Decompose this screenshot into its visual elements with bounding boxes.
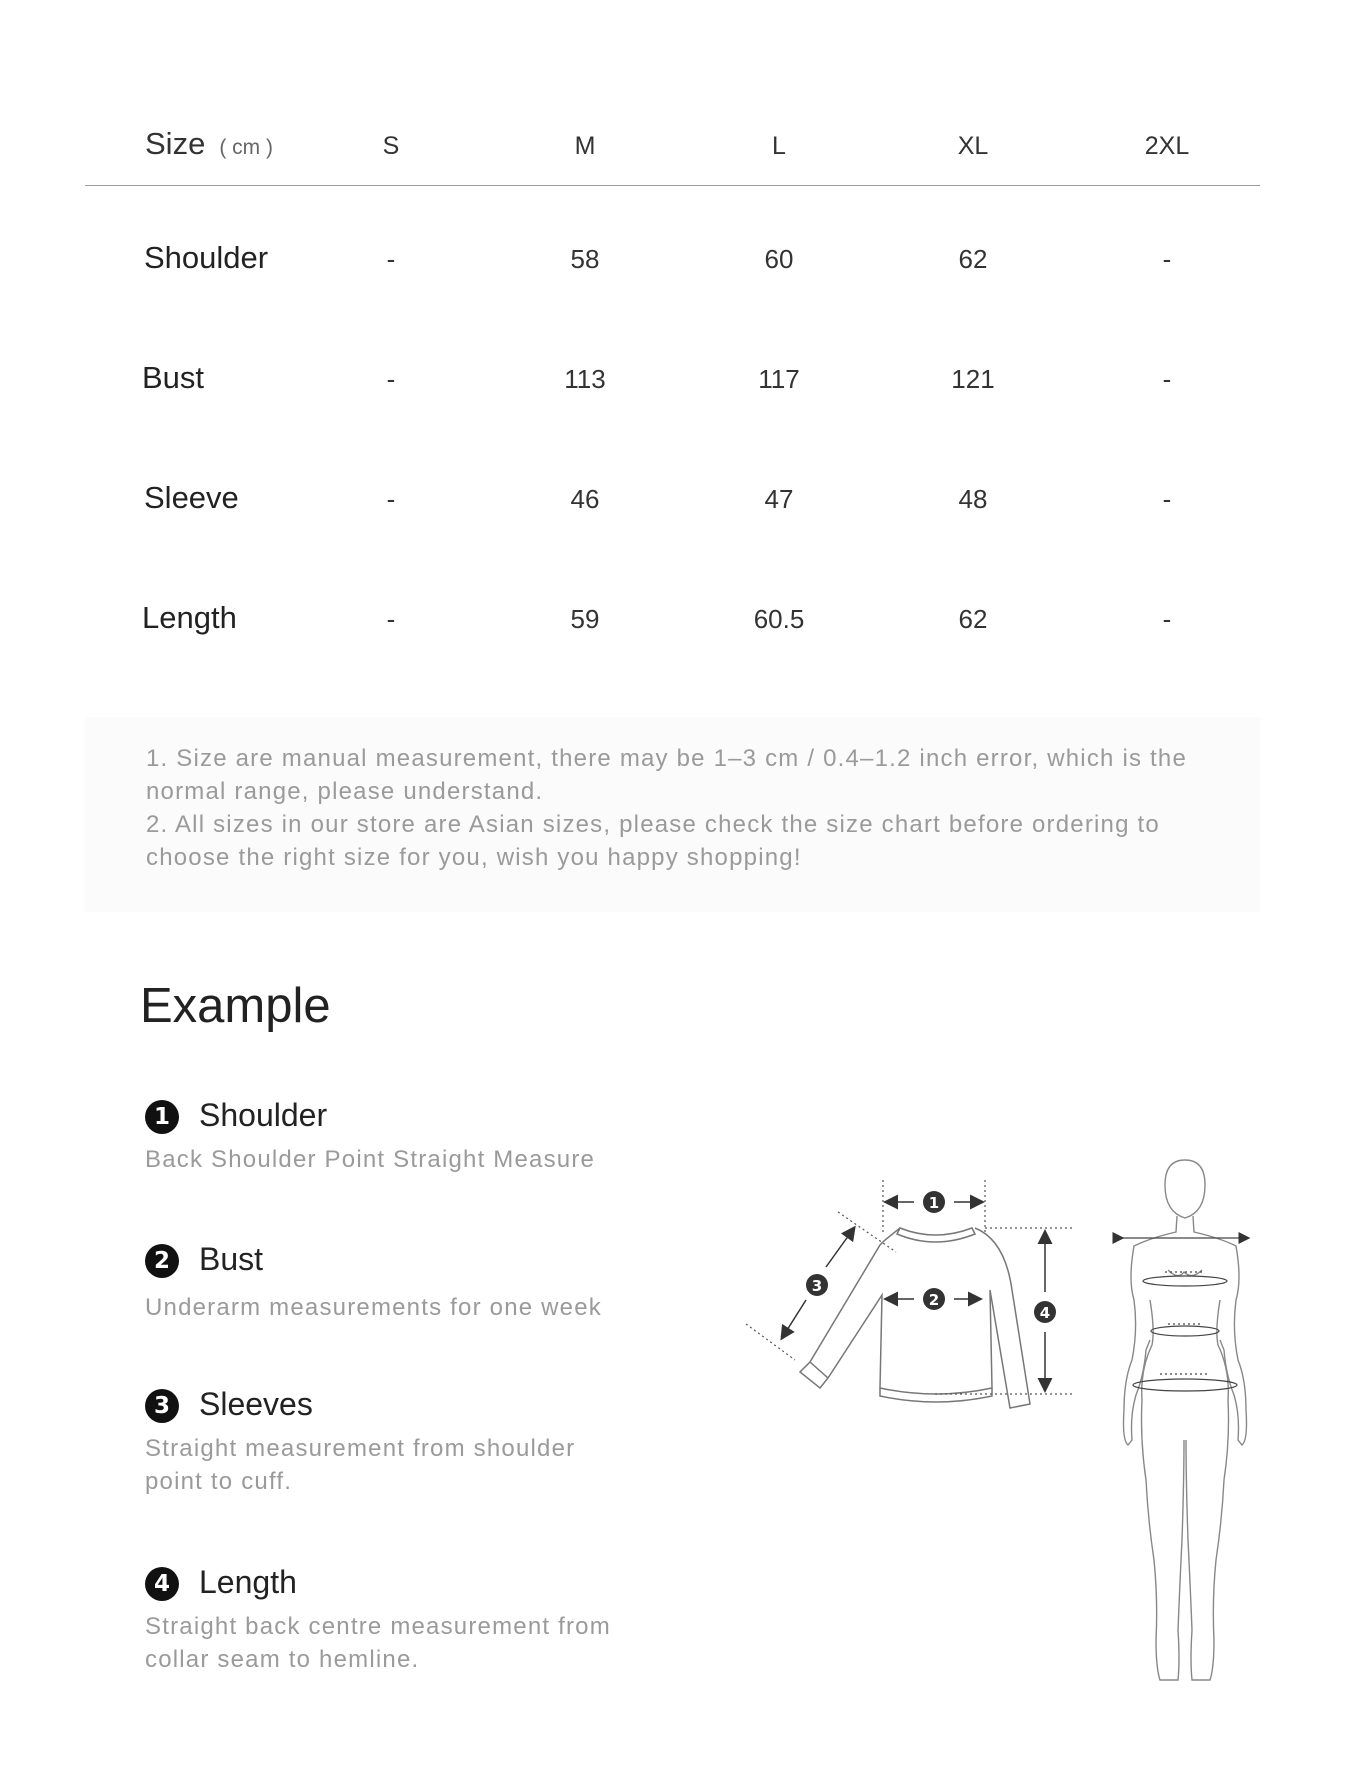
table-cell: - (1162, 364, 1172, 394)
size-unit-label: ( cm ) (219, 136, 273, 159)
size-note: 2. All sizes in our store are Asian sizes, please check the size chart before ordering to choose the right size for you, wish you happy shopping! (146, 811, 1160, 871)
size-header-m: M (574, 132, 596, 160)
table-cell: 47 (764, 484, 794, 514)
table-cell: 60 (764, 244, 794, 274)
table-cell: - (1162, 244, 1172, 274)
body-measure-lines (1122, 1238, 1248, 1391)
table-cell: - (386, 364, 396, 394)
item-title: Sleeves (199, 1386, 313, 1422)
item-description: Back Shoulder Point Straight Measure (145, 1146, 596, 1173)
number-badge: 2 (145, 1244, 179, 1278)
table-cell: 117 (758, 364, 800, 394)
item-description: Underarm measurements for one week (145, 1294, 602, 1321)
table-cell: - (1162, 604, 1172, 634)
table-cell: 58 (570, 244, 600, 274)
marker-label: 4 (1039, 1304, 1051, 1322)
size-title-label: Size (145, 126, 206, 161)
bust-arrow (886, 1288, 980, 1310)
size-header-l: L (772, 132, 786, 160)
item-description: Straight back centre measurement from collar seam to hemline. (145, 1613, 611, 1673)
table-cell: 113 (564, 364, 606, 394)
table-cell: 62 (958, 604, 988, 634)
number-badge: 1 (145, 1100, 179, 1134)
marker-label: 2 (928, 1291, 940, 1309)
shoulder-arrow (886, 1191, 982, 1213)
size-header-2xl: 2XL (1144, 132, 1190, 160)
table-cell: 60.5 (753, 604, 805, 634)
item-title: Shoulder (199, 1097, 328, 1133)
table-cell: - (1162, 484, 1172, 514)
row-label: Length (142, 600, 237, 635)
table-cell: - (386, 484, 396, 514)
item-title: Length (199, 1564, 297, 1600)
sleeve-arrow (782, 1228, 854, 1338)
marker-label: 3 (811, 1277, 823, 1295)
table-cell: 59 (570, 604, 600, 634)
row-label: Shoulder (144, 240, 269, 275)
marker-label: 1 (928, 1194, 940, 1212)
item-title: Bust (199, 1241, 264, 1277)
number-badge: 3 (145, 1389, 179, 1423)
size-note: 1. Size are manual measurement, there may be 1–3 cm / 0.4–1.2 inch error, which is the normal range, please understand. (146, 745, 1188, 805)
table-cell: 48 (958, 484, 988, 514)
number-badge: 4 (145, 1567, 179, 1601)
table-cell: - (386, 244, 396, 274)
item-description: Straight measurement from shoulder point to cuff. (145, 1435, 576, 1495)
size-header-s: S (382, 132, 400, 160)
size-header-xl: XL (957, 132, 989, 160)
table-cell: 46 (570, 484, 600, 514)
row-label: Sleeve (144, 480, 239, 515)
table-cell: 121 (951, 364, 995, 394)
table-cell: 62 (958, 244, 988, 274)
length-arrow (1034, 1232, 1056, 1390)
example-heading: Example (140, 979, 331, 1033)
table-cell: - (386, 604, 396, 634)
row-label: Bust (142, 360, 205, 395)
